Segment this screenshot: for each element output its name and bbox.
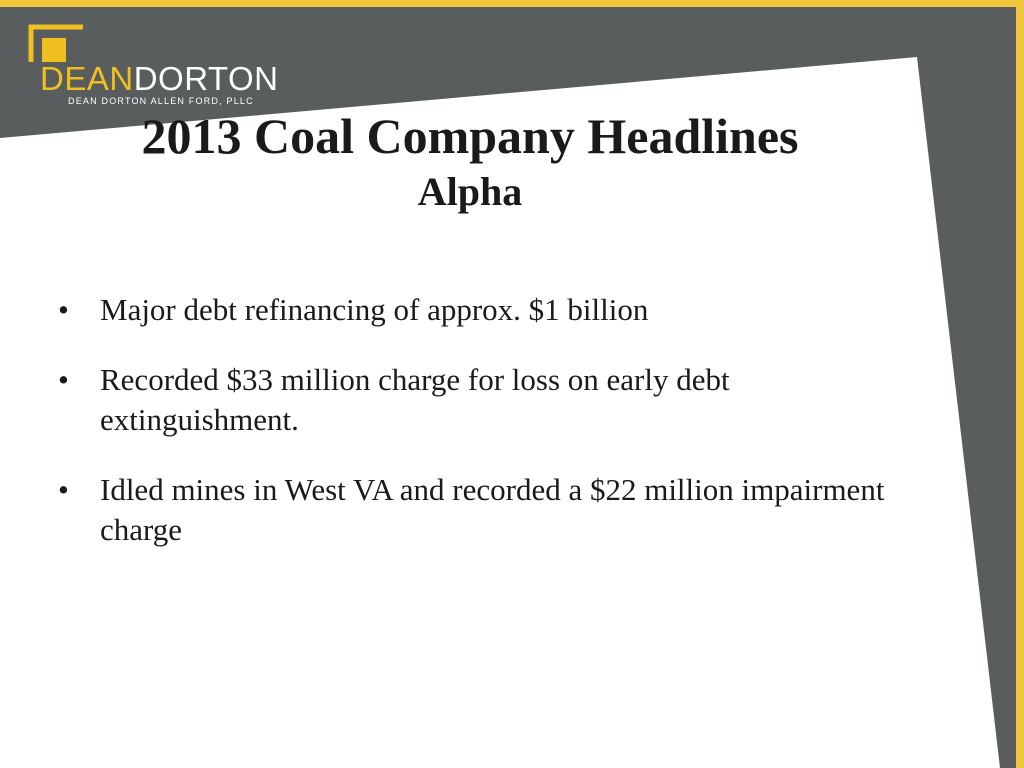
bullet-item (58, 360, 888, 440)
bullet-text: Idled mines in West VA and recorded a $22 million impairment charge (100, 472, 885, 547)
logo-wordmark (40, 62, 278, 95)
logo-tagline: DEAN DORTON ALLEN FORD, PLLC (68, 96, 254, 106)
logo-word-dorton: DORTON (133, 60, 279, 97)
bullet-text: Recorded $33 million charge for loss on early debt extinguishment. (100, 362, 730, 437)
bullet-dot-icon: • (58, 292, 69, 327)
title-line-main: 2013 Coal Company Headlines (141, 108, 799, 164)
slide-title (0, 106, 940, 218)
logo-square-icon (28, 24, 98, 64)
bullet-dot-icon: • (58, 472, 69, 507)
bullet-dot-icon: • (58, 362, 69, 397)
bullet-text: Major debt refinancing of approx. $1 billion (100, 292, 649, 327)
bullet-list (58, 290, 888, 580)
title-line-sub: Alpha (417, 169, 523, 214)
bullet-item (58, 470, 888, 550)
bullet-item (58, 290, 888, 330)
logo-word-dean: DEAN (40, 60, 134, 97)
company-logo (28, 24, 278, 110)
